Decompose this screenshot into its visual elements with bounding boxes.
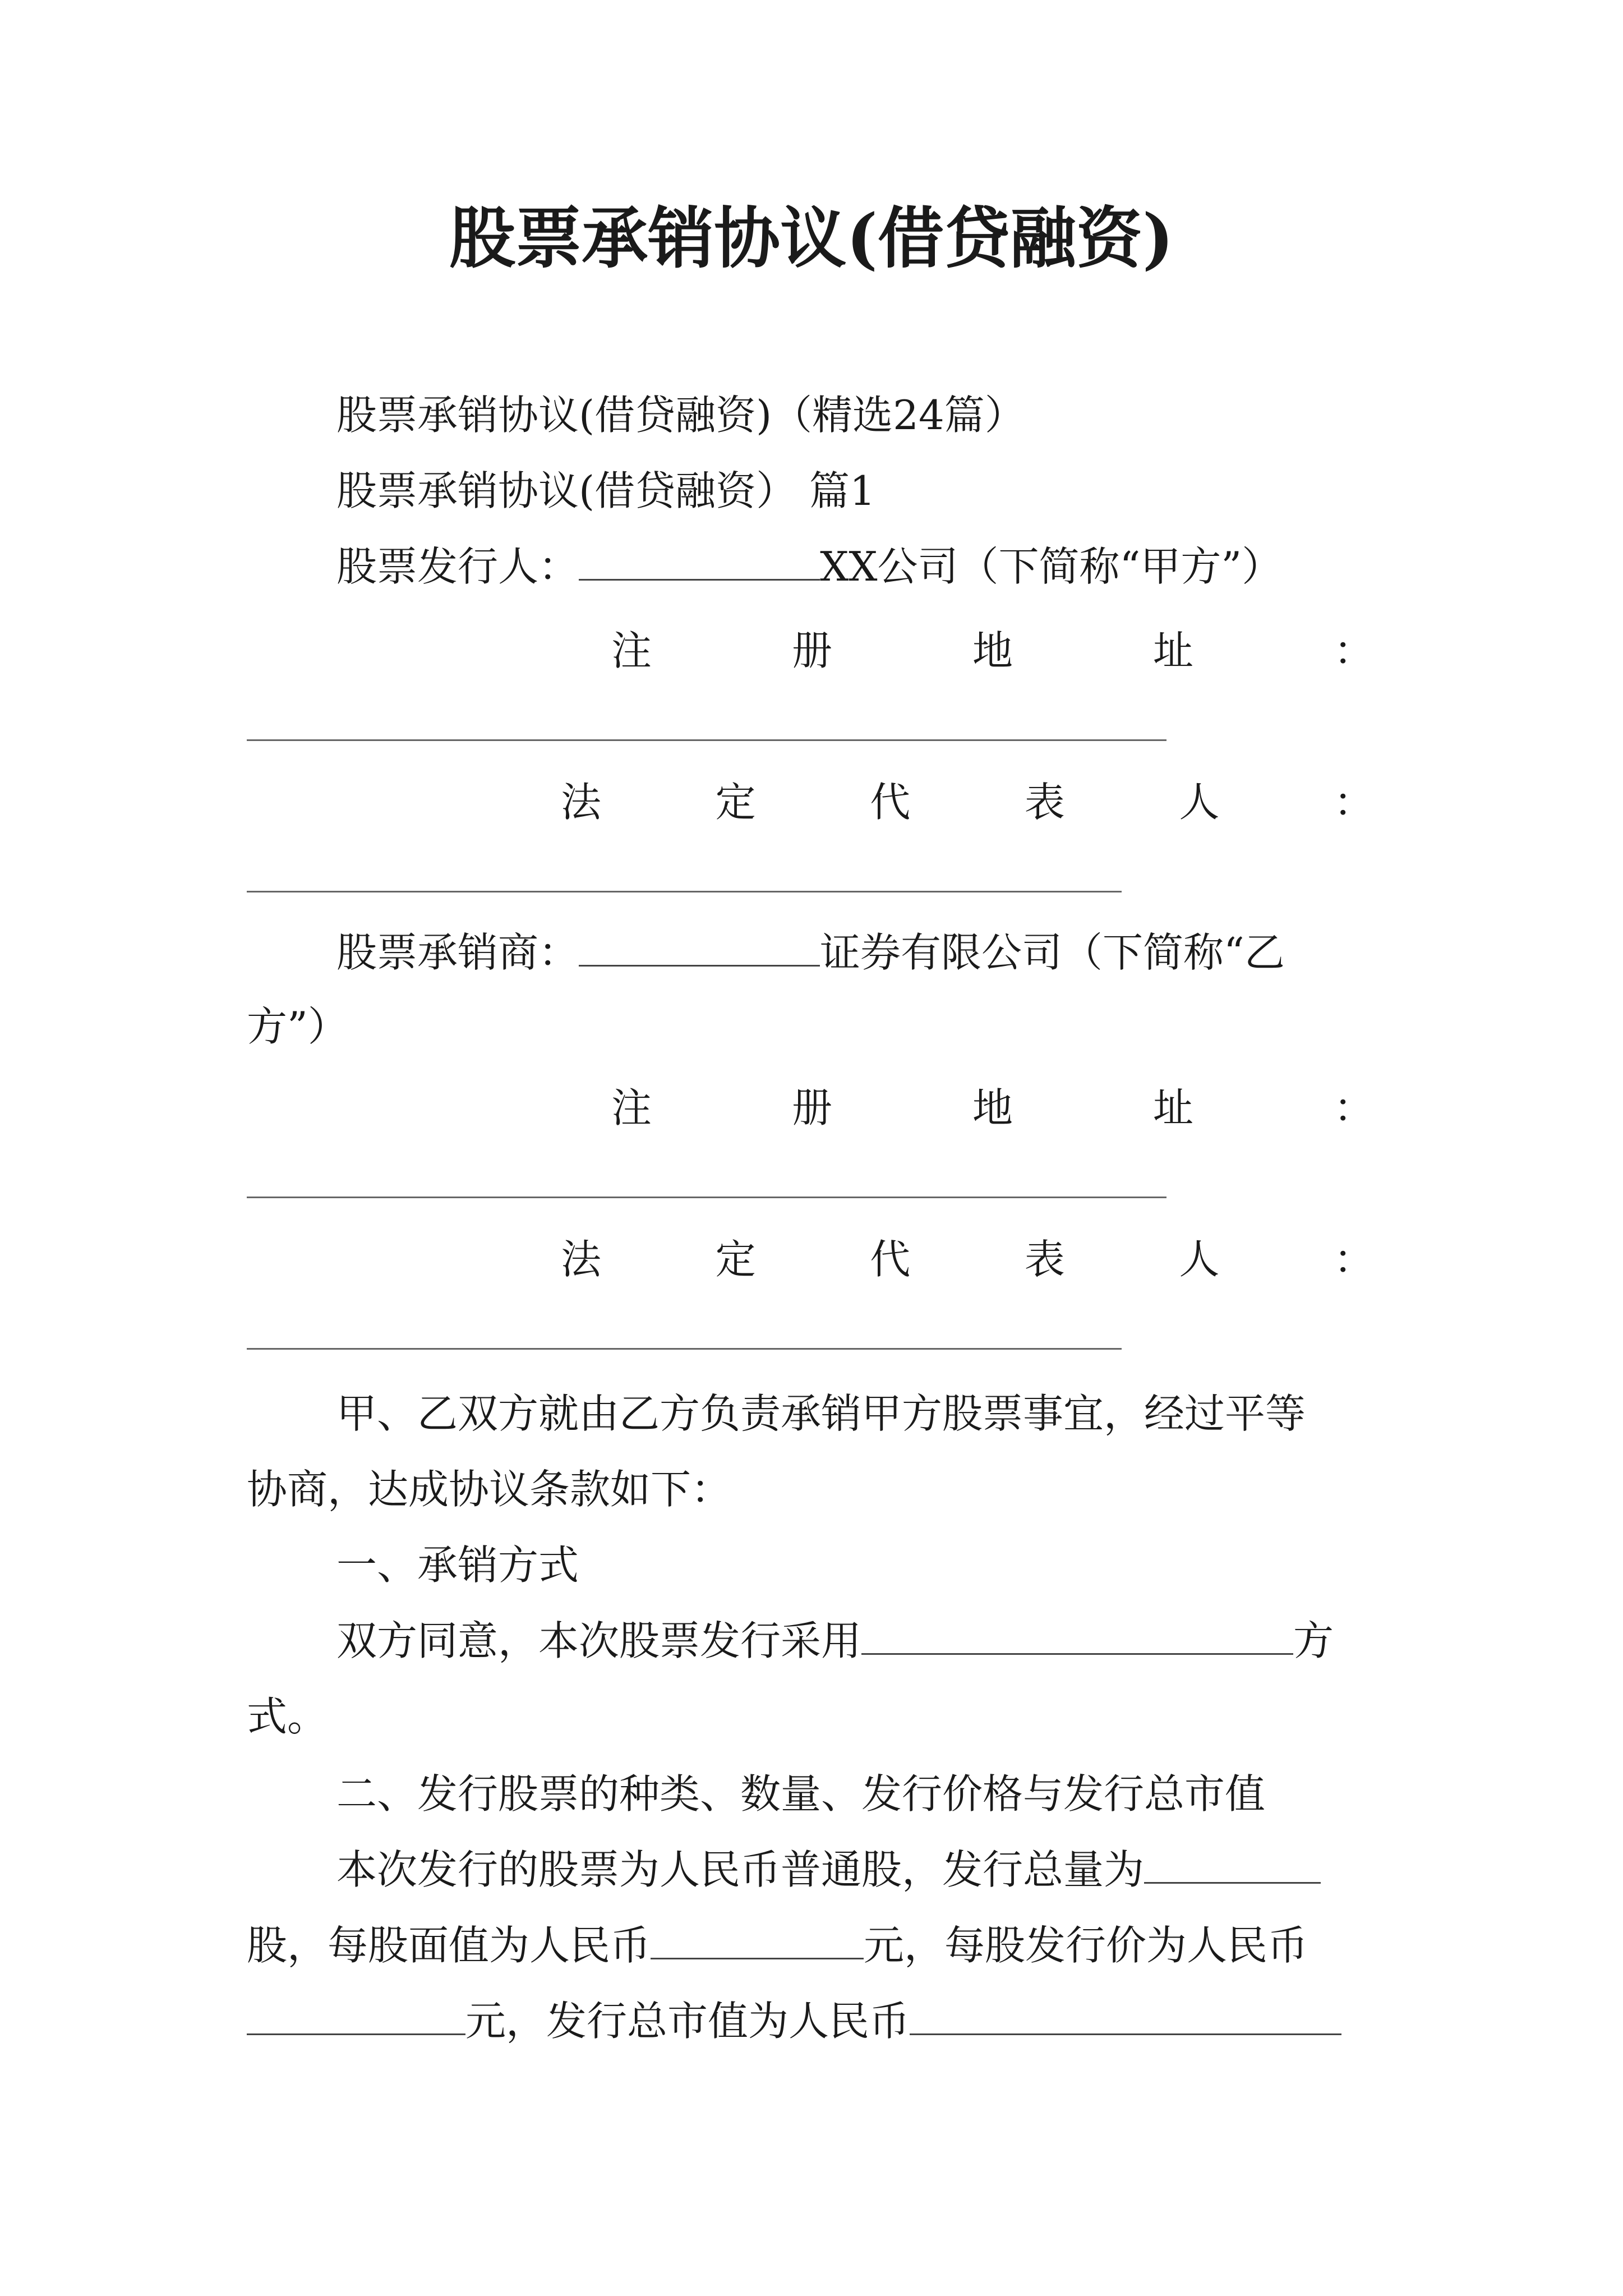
- section2-para-line-2: 股，每股面值为人民币 元，每股发行价为人民币: [247, 1917, 1308, 1973]
- issuer-label: 股票发行人：: [336, 543, 579, 590]
- issuer-reg-address-label: 注 册 地 址 ：: [611, 627, 1374, 674]
- subtitle: 股票承销协议(借贷融资)（精选24篇）: [336, 392, 1025, 439]
- intro-line-1: 甲、乙双方就由乙方负责承销甲方股票事宜，经过平等: [336, 1390, 1306, 1437]
- underwriter-legal-rep-blank[interactable]: [247, 1348, 1122, 1350]
- issue-price-blank[interactable]: [247, 1993, 465, 2035]
- issue-volume-blank[interactable]: [1144, 1842, 1321, 1884]
- section1-text: 双方同意，本次股票发行采用 方: [336, 1613, 1334, 1669]
- underwriter-line: [336, 924, 1285, 981]
- section2-para-line-1: 本次发行的股票为人民币普通股，发行总量为: [336, 1842, 1321, 1898]
- par-value-blank[interactable]: [651, 1917, 864, 1959]
- underwriter-name: 证券有限公司（下简称“乙: [820, 929, 1285, 976]
- issuer-reg-address-blank[interactable]: [247, 739, 1166, 741]
- chapter-heading: 股票承销协议(借贷融资） 篇1: [336, 467, 875, 514]
- issuer-blank[interactable]: [579, 539, 820, 581]
- document-title: 股票承销协议(借贷融资): [449, 199, 1174, 277]
- underwriter-reg-address-label: 注 册 地 址 ：: [611, 1084, 1374, 1131]
- issuer-line: [336, 539, 1282, 595]
- underwriter-blank[interactable]: [579, 924, 820, 967]
- total-market-value-blank[interactable]: [910, 1993, 1341, 2035]
- section1-heading: 一、承销方式: [336, 1542, 579, 1589]
- issuer-legal-rep-blank[interactable]: [247, 891, 1122, 892]
- intro-line-2: 协商，达成协议条款如下：: [247, 1466, 732, 1513]
- underwriter-label: 股票承销商：: [336, 929, 579, 976]
- issuer-name: XX公司（下简称“甲方”）: [820, 543, 1283, 590]
- section2-heading: 二、发行股票的种类、数量、发行价格与发行总市值: [336, 1770, 1266, 1818]
- underwriting-method-blank[interactable]: [861, 1613, 1293, 1655]
- section1-text-cont: 式。: [247, 1693, 328, 1740]
- section2-para-line-3: 元，发行总市值为人民币: [247, 1993, 1341, 2049]
- underwriter-reg-address-blank[interactable]: [247, 1197, 1166, 1198]
- issuer-legal-rep-label: 法 定 代 表 人 ：: [561, 779, 1374, 826]
- underwriter-name-cont: 方”）: [247, 1003, 348, 1050]
- underwriter-legal-rep-label: 法 定 代 表 人 ：: [561, 1236, 1374, 1283]
